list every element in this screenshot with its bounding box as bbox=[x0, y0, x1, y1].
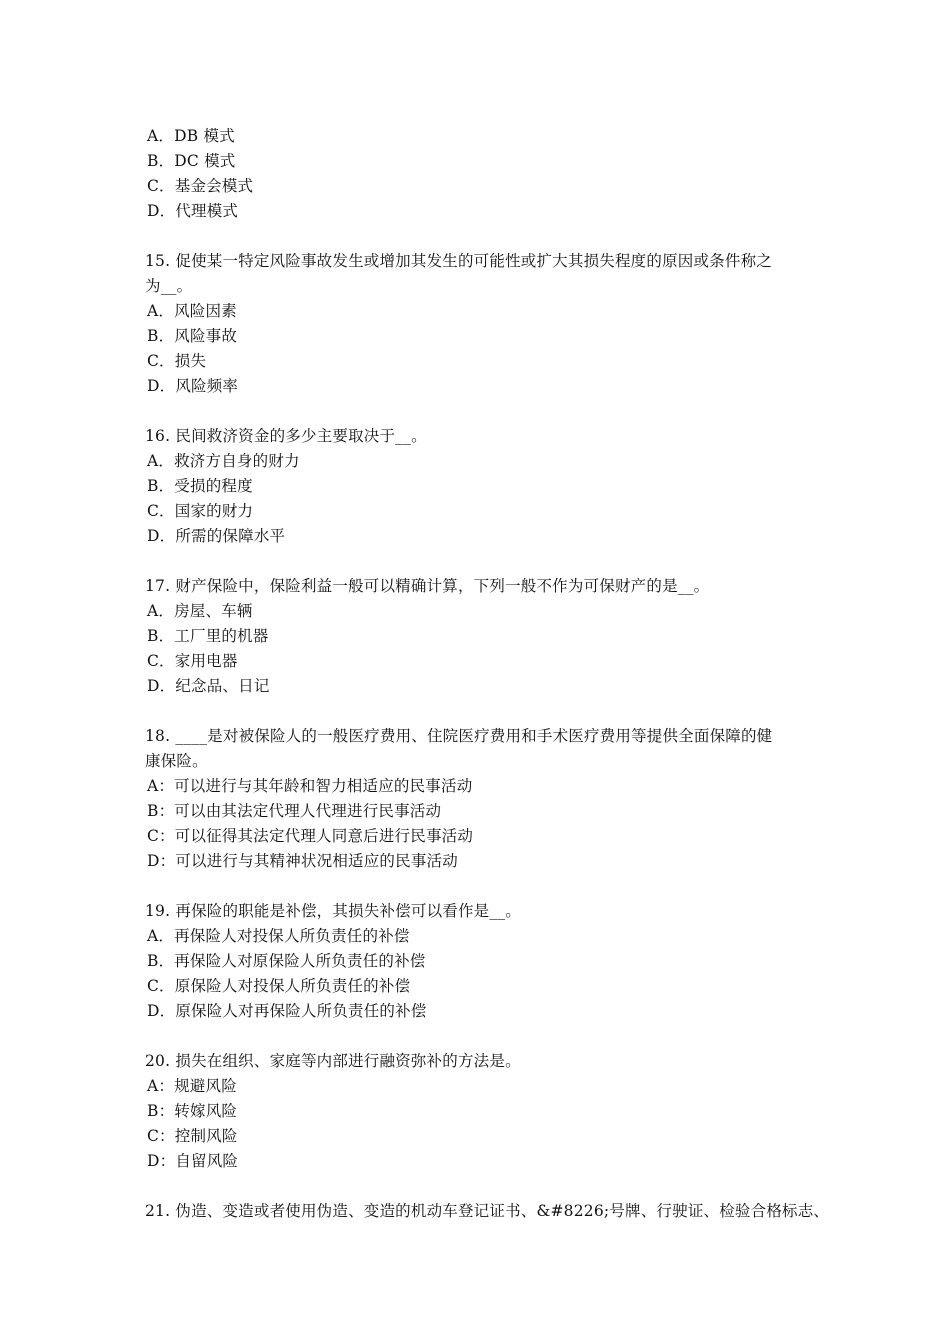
question-stem: 18. ____是对被保险人的一般医疗费用、住院医疗费用和手术医疗费用等提供全面保障的健 bbox=[145, 727, 773, 745]
question-14-options bbox=[145, 124, 825, 224]
option-c: C．原保险人对投保人所负责任的补偿 bbox=[147, 977, 411, 995]
option-b: B．风险事故 bbox=[147, 327, 238, 345]
option-b: B：转嫁风险 bbox=[147, 1102, 238, 1120]
option-b: B．再保险人对原保险人所负责任的补偿 bbox=[147, 952, 426, 970]
option-c: C：可以征得其法定代理人同意后进行民事活动 bbox=[147, 827, 474, 845]
question-stem: 20. 损失在组织、家庭等内部进行融资弥补的方法是。 bbox=[145, 1052, 521, 1070]
question-20 bbox=[145, 1049, 825, 1174]
option-d: D．风险频率 bbox=[147, 377, 239, 395]
option-b: B．DC 模式 bbox=[147, 152, 236, 170]
option-a: A：可以进行与其年龄和智力相适应的民事活动 bbox=[147, 777, 473, 795]
question-21 bbox=[145, 1199, 830, 1224]
question-16 bbox=[145, 424, 825, 549]
option-a: A．房屋、车辆 bbox=[147, 602, 253, 620]
option-d: D．代理模式 bbox=[147, 202, 239, 220]
option-a: A．救济方自身的财力 bbox=[147, 452, 300, 470]
question-18 bbox=[145, 724, 825, 874]
option-d: D．原保险人对再保险人所负责任的补偿 bbox=[147, 1002, 427, 1020]
question-stem: 21. 伪造、变造或者使用伪造、变造的机动车登记证书、&#8226;号牌、行驶证、检验合格标志、 bbox=[145, 1202, 830, 1220]
option-a: A．风险因素 bbox=[147, 302, 237, 320]
question-15 bbox=[145, 249, 825, 399]
option-d: D．所需的保障水平 bbox=[147, 527, 286, 545]
option-c: C．国家的财力 bbox=[147, 502, 254, 520]
option-a: A：规避风险 bbox=[147, 1077, 237, 1095]
option-c: C．损失 bbox=[147, 352, 207, 370]
option-c: C．家用电器 bbox=[147, 652, 238, 670]
question-stem: 16. 民间救济资金的多少主要取决于__。 bbox=[145, 427, 427, 445]
option-d: D．纪念品、日记 bbox=[147, 677, 270, 695]
question-19 bbox=[145, 899, 825, 1024]
question-stem: 17. 财产保险中，保险利益一般可以精确计算，下列一般不作为可保财产的是__。 bbox=[145, 577, 710, 595]
question-stem-continued: 为__。 bbox=[145, 277, 193, 295]
option-d: D：可以进行与其精神状况相适应的民事活动 bbox=[147, 852, 458, 870]
option-b: B．受损的程度 bbox=[147, 477, 253, 495]
option-b: B．工厂里的机器 bbox=[147, 627, 269, 645]
question-stem: 19. 再保险的职能是补偿，其损失补偿可以看作是__。 bbox=[145, 902, 521, 920]
option-a: A．DB 模式 bbox=[147, 127, 235, 145]
option-c: C：控制风险 bbox=[147, 1127, 238, 1145]
question-stem-continued: 康保险。 bbox=[145, 752, 208, 770]
question-17 bbox=[145, 574, 825, 699]
option-b: B：可以由其法定代理人代理进行民事活动 bbox=[147, 802, 442, 820]
question-stem: 15. 促使某一特定风险事故发生或增加其发生的可能性或扩大其损失程度的原因或条件称之 bbox=[145, 252, 772, 270]
option-c: C．基金会模式 bbox=[147, 177, 254, 195]
option-a: A．再保险人对投保人所负责任的补偿 bbox=[147, 927, 410, 945]
option-d: D：自留风险 bbox=[147, 1152, 239, 1170]
document-page bbox=[145, 124, 830, 1224]
